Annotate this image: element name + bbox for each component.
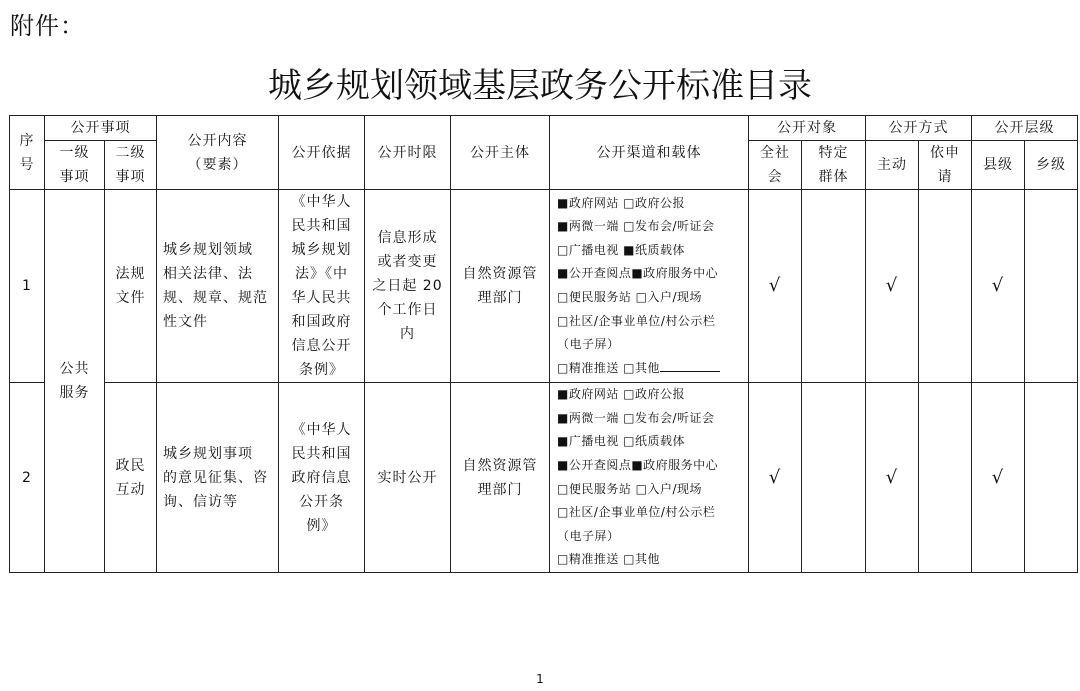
row-content: 城乡规划领域 相关法律、法 规、规章、规范 性文件 <box>157 190 279 383</box>
row-basis: 《中华人 民共和国 城乡规划 法》《中 华人民共 和国政府 信息公开 条例》 <box>279 190 365 383</box>
catalog-table <box>9 115 1078 573</box>
channel-line: □社区/企事业单位/村公示栏 <box>557 313 716 328</box>
row-time-limit: 信息形成 或者变更 之日起 20 个工作日 内 <box>365 190 451 383</box>
channel-line: ■政府网站 □政府公报 <box>557 195 685 210</box>
row-subject: 自然资源管 理部门 <box>451 383 550 573</box>
table-row <box>10 383 1078 573</box>
channel-line: □广播电视 ■纸质载体 <box>557 242 685 257</box>
row-method-active: √ <box>866 383 919 573</box>
row-time-limit: 实时公开 <box>365 383 451 573</box>
header-level1: 一级 事项 <box>45 141 105 190</box>
header-row-1 <box>10 116 1078 141</box>
channel-line: （电子屏） <box>557 337 620 352</box>
channel-line-other: □精准推送 □其他 <box>557 552 660 567</box>
channel-line: ■政府网站 □政府公报 <box>557 387 685 402</box>
page-number: 1 <box>536 672 544 686</box>
row-level-town <box>1025 383 1078 573</box>
row-level-county: √ <box>972 190 1025 383</box>
row-level2: 法规 文件 <box>105 190 157 383</box>
channel-line-other: □精准推送 □其他 <box>557 357 748 381</box>
row-level-county: √ <box>972 383 1025 573</box>
header-object-specific: 特定 群体 <box>802 141 866 190</box>
header-level-group: 公开层级 <box>972 116 1078 141</box>
header-item-group: 公开事项 <box>45 116 157 141</box>
header-channel: 公开渠道和载体 <box>550 116 749 190</box>
row-seq: 1 <box>10 190 45 383</box>
header-method-request: 依申 请 <box>919 141 972 190</box>
channel-line: （电子屏） <box>557 528 620 543</box>
header-object-group: 公开对象 <box>749 116 866 141</box>
header-method-group: 公开方式 <box>866 116 972 141</box>
channel-line: ■公开查阅点■政府服务中心 <box>557 457 719 472</box>
channel-line: ■公开查阅点■政府服务中心 <box>557 266 719 281</box>
row-level2: 政民 互动 <box>105 383 157 573</box>
row-object-specific <box>802 190 866 383</box>
channel-line: □便民服务站 □入户/现场 <box>557 290 703 304</box>
header-level-county: 县级 <box>972 141 1025 190</box>
row-content: 城乡规划事项 的意见征集、咨 询、信访等 <box>157 383 279 573</box>
row-object-specific <box>802 383 866 573</box>
header-level-town: 乡级 <box>1025 141 1078 190</box>
row-basis: 《中华人 民共和国 政府信息 公开条 例》 <box>279 383 365 573</box>
channel-line: ■两微一端 □发布会/听证会 <box>557 410 715 425</box>
row-method-request <box>919 190 972 383</box>
row-seq: 2 <box>10 383 45 573</box>
header-content: 公开内容 （要素） <box>157 116 279 190</box>
header-object-all: 全社 会 <box>749 141 802 190</box>
row-object-all: √ <box>749 383 802 573</box>
row-subject: 自然资源管 理部门 <box>451 190 550 383</box>
row-method-active: √ <box>866 190 919 383</box>
header-basis: 公开依据 <box>279 116 365 190</box>
attachment-label: 附件： <box>10 12 85 40</box>
row-channels <box>550 383 749 573</box>
channel-line: ■两微一端 □发布会/听证会 <box>557 219 715 234</box>
row-channels <box>550 190 749 383</box>
table-row <box>10 190 1078 383</box>
row-method-request <box>919 383 972 573</box>
channel-line: □社区/企事业单位/村公示栏 <box>557 505 716 520</box>
channel-line: □便民服务站 □入户/现场 <box>557 481 703 496</box>
header-time-limit: 公开时限 <box>365 116 451 190</box>
row-level-town <box>1025 190 1078 383</box>
header-method-active: 主动 <box>866 141 919 190</box>
shared-level1-item: 公共 服务 <box>45 190 105 573</box>
header-seq: 序 号 <box>10 116 45 190</box>
header-subject: 公开主体 <box>451 116 550 190</box>
blank-underline <box>660 359 720 372</box>
row-object-all: √ <box>749 190 802 383</box>
document-title: 城乡规划领域基层政务公开标准目录 <box>268 66 812 106</box>
channel-line: ■广播电视 □纸质载体 <box>557 434 685 449</box>
header-level2: 二级 事项 <box>105 141 157 190</box>
